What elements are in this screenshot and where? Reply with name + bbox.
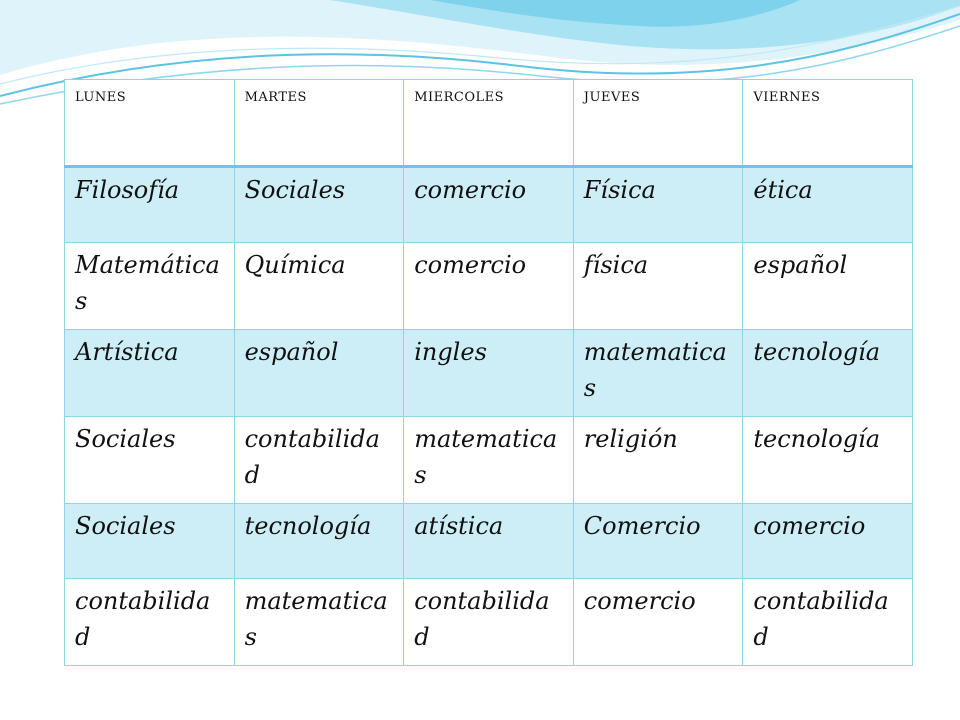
table-cell: contabilidad	[65, 579, 235, 666]
table-cell: Comercio	[573, 504, 743, 579]
table-row	[65, 417, 913, 504]
table-cell: Sociales	[234, 167, 404, 243]
table-cell: ingles	[404, 330, 574, 417]
header-row	[65, 80, 913, 167]
header-jueves: JUEVES	[573, 80, 743, 167]
table-cell: contabilidad	[234, 417, 404, 504]
table-cell: español	[743, 243, 913, 330]
table-cell: comercio	[404, 167, 574, 243]
table-cell: Artística	[65, 330, 235, 417]
table-cell: Química	[234, 243, 404, 330]
table-cell: matematicas	[234, 579, 404, 666]
table-cell: matematicas	[573, 330, 743, 417]
header-lunes: LUNES	[65, 80, 235, 167]
header-viernes: VIERNES	[743, 80, 913, 167]
table-cell: religión	[573, 417, 743, 504]
table-cell: Matemáticas	[65, 243, 235, 330]
table-cell: matematicas	[404, 417, 574, 504]
table-cell: español	[234, 330, 404, 417]
table-cell: comercio	[404, 243, 574, 330]
table-row	[65, 167, 913, 243]
header-miercoles: MIERCOLES	[404, 80, 574, 167]
table-cell: ética	[743, 167, 913, 243]
table-cell: Sociales	[65, 417, 235, 504]
table-row	[65, 330, 913, 417]
header-martes: MARTES	[234, 80, 404, 167]
table-row	[65, 579, 913, 666]
table-cell: atística	[404, 504, 574, 579]
table-cell: Sociales	[65, 504, 235, 579]
table-cell: tecnología	[743, 417, 913, 504]
table-row	[65, 504, 913, 579]
table-cell: contabilidad	[404, 579, 574, 666]
table-cell: Filosofía	[65, 167, 235, 243]
table-cell: Física	[573, 167, 743, 243]
table-cell: comercio	[743, 504, 913, 579]
table-cell: contabilidad	[743, 579, 913, 666]
table-cell: comercio	[573, 579, 743, 666]
schedule-table	[64, 79, 913, 666]
table-cell: tecnología	[234, 504, 404, 579]
table-cell: tecnología	[743, 330, 913, 417]
table-cell: física	[573, 243, 743, 330]
table-row	[65, 243, 913, 330]
